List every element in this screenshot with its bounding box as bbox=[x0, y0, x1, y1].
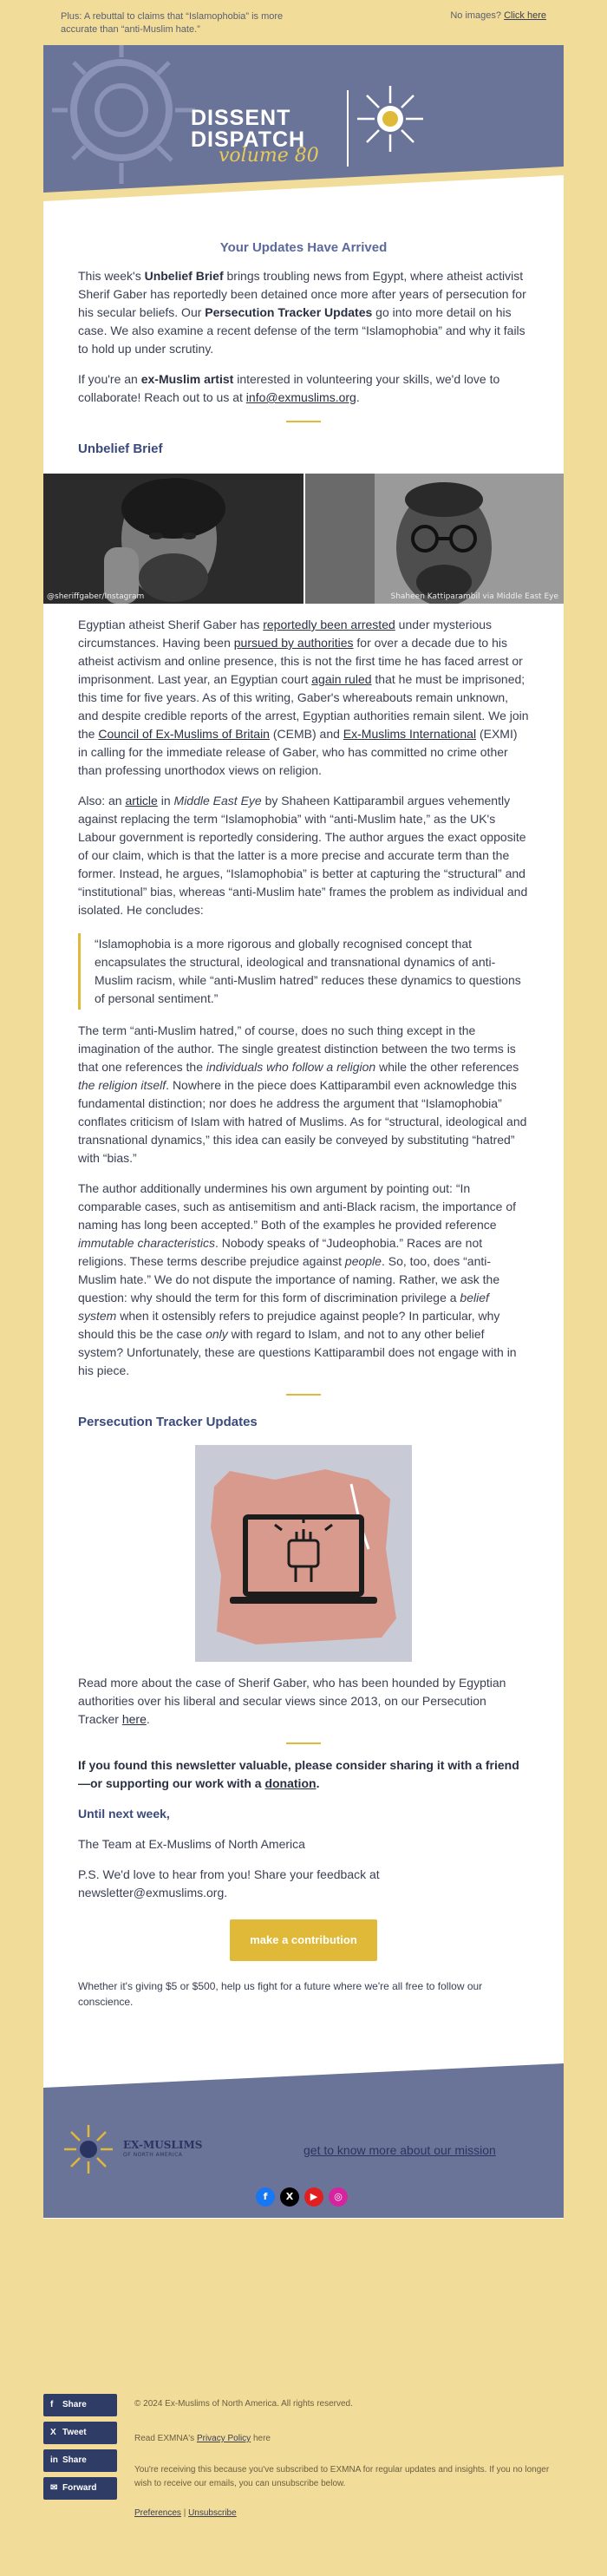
view-online bbox=[450, 10, 546, 21]
info-email-link[interactable]: info@exmuslims.org bbox=[245, 390, 356, 404]
tracker-here-link[interactable]: here bbox=[121, 1712, 147, 1726]
volume-number: volume 80 bbox=[219, 145, 319, 167]
masthead-divider bbox=[347, 90, 349, 167]
photo1-caption: @sheriffgaber/Instagram bbox=[47, 592, 145, 601]
share-tweet-button[interactable]: X Tweet bbox=[43, 2422, 117, 2444]
instagram-icon[interactable]: ◎ bbox=[329, 2187, 348, 2207]
masthead-line1: DISSENT bbox=[191, 106, 291, 130]
mission-link[interactable]: get to know more about our mission bbox=[304, 2143, 496, 2157]
brief-heading: Unbelief Brief bbox=[78, 441, 163, 456]
bottom-footer bbox=[43, 2394, 564, 2567]
intro-heading: Your Updates Have Arrived bbox=[219, 240, 388, 255]
exmna-logo-icon bbox=[64, 2125, 113, 2174]
team-signature: The Team at Ex-Muslims of North America bbox=[78, 1837, 305, 1851]
cemb-link[interactable]: Council of Ex-Muslims of Britain bbox=[98, 727, 270, 741]
privacy-line: Read EXMNA's Privacy Policy here bbox=[134, 2434, 271, 2443]
privacy-policy-link[interactable]: Privacy Policy bbox=[196, 2434, 251, 2443]
pull-quote: “Islamophobia is a more rigorous and globally recognised concept that encapsulates the structural, ideological and transnational dynamics of anti-Muslim racism, while “anti-Muslim hatred” reduces these dynamics to questions of personal sentiment.” bbox=[78, 933, 529, 1010]
arrest-link[interactable]: reportedly been arrested bbox=[263, 618, 395, 631]
mail-icon: ✉ bbox=[50, 2483, 58, 2493]
x-icon: X bbox=[50, 2428, 56, 2437]
shaheen-photo bbox=[305, 474, 564, 604]
footer-logo-subtext: OF NORTH AMERICA bbox=[123, 2152, 183, 2158]
article-link[interactable]: article bbox=[125, 794, 158, 807]
facebook-icon: f bbox=[50, 2400, 54, 2409]
footer-band bbox=[43, 2053, 564, 2218]
brief-paragraph-1: Egyptian atheist Sherif Gaber has reportedly been arrested under mysterious circumstances. Having been pursued by authorities for over a decade due to his atheist activism and online presence, this is not the first time he has faced arrest or imprisonment. Last year, an Egyptian court again ruled that he must be imprisoned; this time for five years. As of this writing, Gaber's whereabouts remain unknown, and despite credible reports of the arrest, Egyptian authorities remain silent. We join the Council of Ex-Muslims of Britain (CEMB) and Ex-Muslims International (EXMI) in calling for the immediate release of Gaber, who has committed no crime other than professing unorthodox views on religion. bbox=[78, 618, 529, 777]
divider bbox=[286, 1394, 321, 1396]
hero-banner bbox=[43, 45, 564, 223]
preheader-text: Plus: A rebuttal to claims that “Islamophobia” is more accurate than “anti-Muslim hate.” bbox=[61, 11, 284, 35]
photo-row bbox=[43, 474, 564, 604]
brief-paragraph-2: Also: an article in Middle East Eye by Shaheen Kattiparambil argues vehemently against replacing the term “Islamophobia” with “anti-Muslim hate,” as the UK's Labour government is reportedly considering. The author argues the exact opposite of our claim, which is that the latter is a more precise and accurate term than the former. Instead, he argues, “Islamophobia” is better at capturing the “structural” and “institutional” bias, whereas “anti-Muslim hate” frames the problem as individual and isolated. He concludes: bbox=[78, 794, 528, 917]
tracker-paragraph: Read more about the case of Sherif Gaber, who has been hounded by Egyptian authorities over his liberal and secular views since 2013, on our Persecution Tracker here. bbox=[78, 1676, 506, 1726]
artist-paragraph: If you're an ex-Muslim artist interested in volunteering your skills, we'd love to collaborate! Reach out to us at info@exmuslims.org. bbox=[78, 372, 500, 404]
sherif-gaber-photo bbox=[43, 474, 304, 604]
copyright: © 2024 Ex-Muslims of North America. All rights reserved. bbox=[134, 2399, 353, 2409]
forward-email-button[interactable]: ✉ Forward bbox=[43, 2477, 117, 2500]
postscript: P.S. We'd love to hear from you! Share your feedback at newsletter@exmuslims.org. bbox=[78, 1867, 380, 1899]
signoff: Until next week, bbox=[78, 1807, 170, 1821]
exmi-link[interactable]: Ex-Muslims International bbox=[343, 727, 477, 741]
preferences-link[interactable]: Preferences bbox=[134, 2508, 181, 2518]
subscription-reason: You're receiving this because you've subscribed to EXMNA for regular updates and insights. If you no longer wish to receive our emails, you can unsubscribe below. bbox=[134, 2465, 550, 2488]
court-ruling-link[interactable]: again ruled bbox=[311, 672, 372, 686]
egypt-fist-illustration bbox=[195, 1445, 412, 1662]
email-body bbox=[43, 45, 564, 2219]
donation-link[interactable]: donation bbox=[264, 1776, 317, 1790]
authorities-link[interactable]: pursued by authorities bbox=[233, 636, 354, 650]
brief-paragraph-4: The author additionally undermines his own argument by pointing out: “In comparable cases, such as antisemitism and anti-Black racism, the importance of naming has long been accepted.” Both of the examples he provided reference immutable characteristics. Nobody speaks of “Judeophobia.” Races are not religions. These terms describe prejudice against people. So, too, does “anti-Muslim hate.” We do not dispute the importance of naming. Rather, we ask the question: why should the term for this form of discrimination privilege a belief system when it ostensibly refers to prejudice against people? In particular, why should this be the case only with regard to Islam, and not to any other belief system? Unfortunately, these are questions Kattiparambil does not engage with in his piece. bbox=[78, 1181, 517, 1377]
share-paragraph: If you found this newsletter valuable, please consider sharing it with a friend—or supporting our work with a donation. bbox=[78, 1758, 519, 1790]
masthead-line2: DISPATCH bbox=[191, 127, 306, 152]
sun-logo-icon bbox=[357, 86, 423, 152]
no-images-label: No images? bbox=[450, 10, 502, 21]
share-facebook-button[interactable]: f Share bbox=[43, 2394, 117, 2416]
divider bbox=[286, 1742, 321, 1744]
preferences-row: Preferences | Unsubscribe bbox=[134, 2508, 237, 2518]
contribution-note: Whether it's giving $5 or $500, help us fight for a future where we're all free to follow our conscience. bbox=[78, 1980, 483, 2008]
click-here-link[interactable]: Click here bbox=[504, 10, 546, 21]
preheader bbox=[61, 9, 546, 43]
contribute-button[interactable]: make a contribution bbox=[230, 1919, 377, 1961]
social-links bbox=[256, 2187, 351, 2208]
facebook-icon[interactable]: f bbox=[256, 2187, 275, 2207]
footer-logo-text: EX-MUSLIMS bbox=[123, 2139, 203, 2151]
x-icon[interactable]: X bbox=[280, 2187, 299, 2207]
intro-paragraph: This week's Unbelief Brief brings troubling news from Egypt, where atheist activist Sherif Gaber has reportedly been detained once more after years of persecution for his secular beliefs. Our Persecution Tracker Updates go into more detail on his case. We also examine a recent defense of the term “Islamophobia” and why it fails to hold up under scrutiny. bbox=[78, 269, 526, 356]
unsubscribe-link[interactable]: Unsubscribe bbox=[188, 2508, 237, 2518]
photo2-caption: Shaheen Kattiparambil via Middle East Eye bbox=[390, 592, 558, 601]
tracker-heading: Persecution Tracker Updates bbox=[78, 1415, 258, 1429]
brief-paragraph-3: The term “anti-Muslim hatred,” of course, does no such thing except in the imagination of the author. The single greatest distinction between the two terms is that one references the individuals who follow a religion while the other references the religion itself. Nowhere in the piece does Kattiparambil even acknowledge this fundamental distinction; nor does he address the argument that “Islamophobia” conflates criticism of Islam with hatred of Muslims. As for “structural, ideological and transnational dynamics,” this idea can easily be conveyed by substituting “hatred” with “bias.” bbox=[78, 1023, 527, 1165]
divider bbox=[286, 421, 321, 422]
linkedin-icon: in bbox=[50, 2455, 58, 2465]
share-linkedin-button[interactable]: in Share bbox=[43, 2449, 117, 2472]
youtube-icon[interactable]: ▶ bbox=[304, 2187, 323, 2207]
